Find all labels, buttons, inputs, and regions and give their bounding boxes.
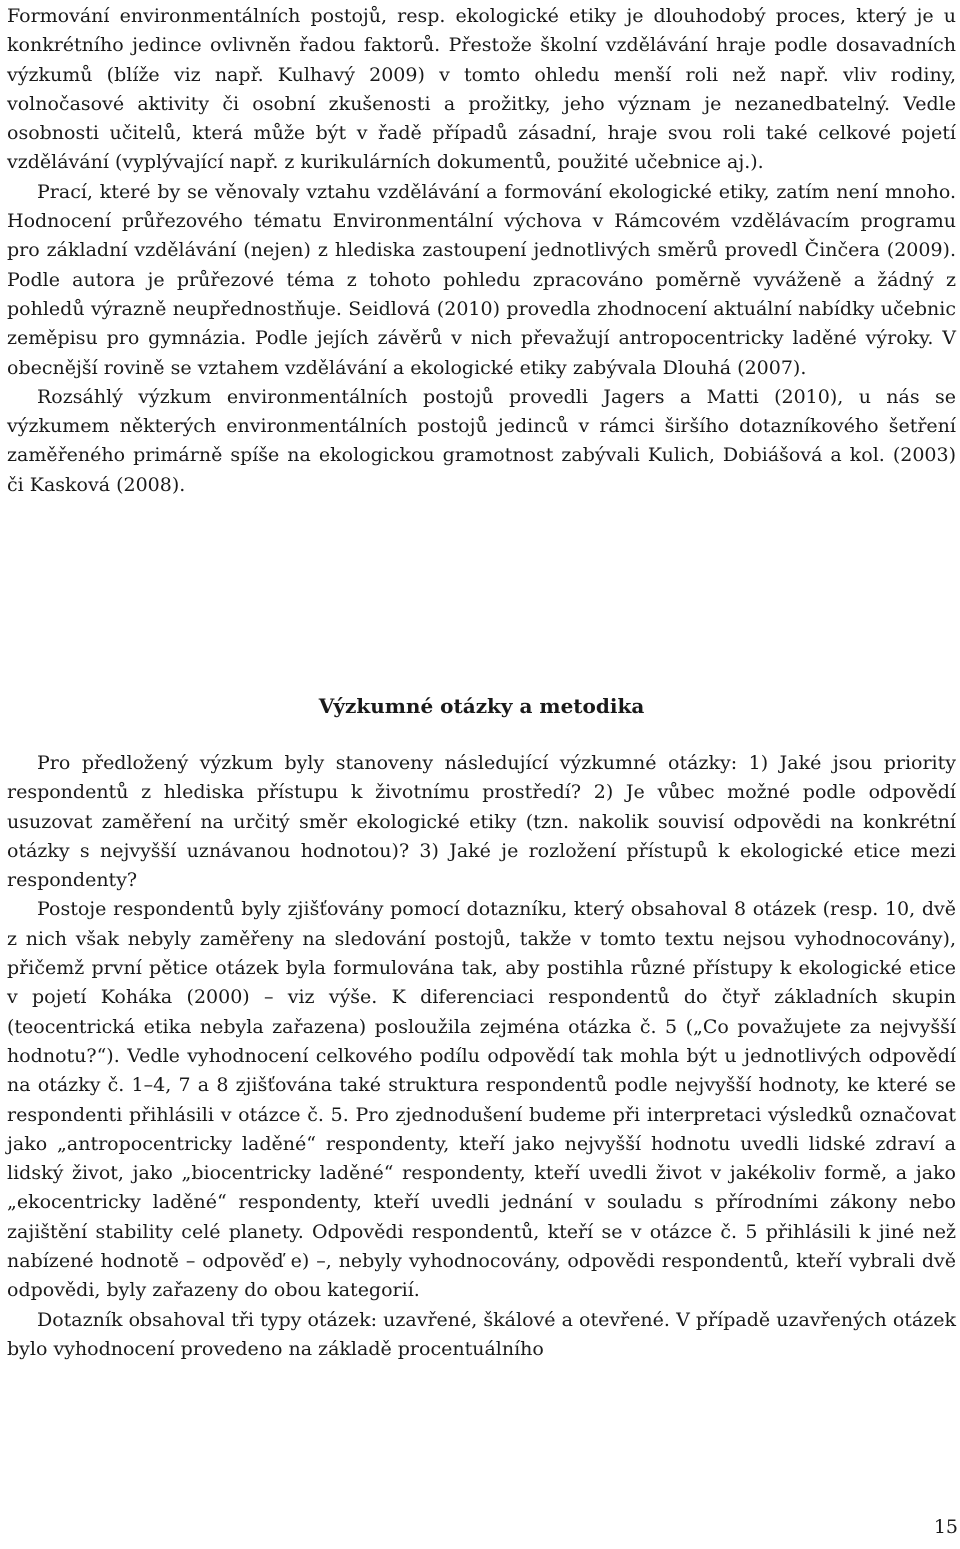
paragraph: Prací, které by se věnovaly vztahu vzdělávání a formování ekologické etiky, zatím není mnoho. Hodnocení průřezového tématu Environmentální výchova v Rámcovém vzdělávacím programu pro základní vzdělávání (nejen) z hlediska zastoupení jednotlivých směrů provedl Činčera (2009). Podle autora je průřezové téma z tohoto pohledu zpracováno poměrně vyváženě a žádný z pohledů výrazně neupřednostňuje. Seidlová (2010) provedla zhodnocení aktuální nabídky učebnic zeměpisu pro gymnázia. Podle jejích závěrů v nich převažují antropocentricky laděné výroky. V obecnější rovině se vztahem vzdělávání a ekologické etiky zabývala Dlouhá (2007). (7, 180, 956, 379)
paragraph: Pro předložený výzkum byly stanoveny následující výzkumné otázky: 1) Jaké jsou priority respondentů z hlediska přístupu k životnímu prostředí? 2) Je vůbec možné podle odpovědí usuzovat zaměření na určitý směr ekologické etiky (tzn. nakolik souvisí odpovědi na konkrétní otázky s nejvyšší uznávanou hodnotou)? 3) Jaké je rozložení přístupů k ekologické etice mezi respondenty? (7, 752, 956, 892)
methodology-text (7, 749, 956, 1364)
paragraph: Postoje respondentů byly zjišťovány pomocí dotazníku, který obsahoval 8 otázek (resp. 10, dvě z nich však nebyly zaměřeny na sledování postojů, takže v tomto textu nejsou vyhodnocovány), přičemž první pětice otázek byla formulována tak, aby postihla různé přístupy k ekologické etice v pojetí Koháka (2000) – viz výše. K diferenciaci respondentů do čtyř základních skupin (teocentrická etika nebyla zařazena) posloužila zejména otázka č. 5 („Co považujete za nejvyšší hodnotu?“). Vedle vyhodnocení celkového podílu odpovědí tak mohla být u jednotlivých odpovědí na otázky č. 1–4, 7 a 8 zjišťována také struktura respondentů podle nejvyšší hodnoty, ke které se respondenti přihlásili v otázce č. 5. Pro zjednodušení budeme při interpretaci výsledků označovat jako „antropocentricky laděné“ respondenty, kteří jako nejvyšší hodnotu uvedli lidské zdraví a lidský život, jako „biocentricky laděné“ respondenty, kteří uvedli život v jakékoliv formě, a jako „ekocentricky laděné“ respondenty, kteří uvedli jednání v souladu s přírodními zákony nebo zajištění stability celé planety. Odpovědi respondentů, kteří se v otázce č. 5 přihlásili k jiné než nabízené hodnotě – odpověď e) –, nebyly vyhodnocovány, odpovědi respondentů, kteří vybrali dvě odpovědi, byly zařazeny do obou kategorií. (7, 898, 956, 1302)
paragraph: Rozsáhlý výzkum environmentálních postojů provedli Jagers a Matti (2010), u nás se výzkumem některých environmentálních postojů jedinců v rámci širšího dotazníkového šetření zaměřeného primárně spíše na ekologickou gramotnost zabývali Kulich, Dobiášová a kol. (2003) či Kasková (2008). (7, 385, 956, 496)
intro-text (7, 0, 956, 500)
section-heading: Výzkumné otázky a metodika (318, 694, 645, 718)
page-number: 15 (933, 1516, 958, 1538)
paragraph: Dotazník obsahoval tři typy otázek: uzavřené, škálové a otevřené. V případě uzavřených otázek bylo vyhodnocení provedeno na základě procentuálního (7, 1308, 956, 1360)
paragraph: Formování environmentálních postojů, resp. ekologické etiky je dlouhodobý proces, který je u konkrétního jedince ovlivněn řadou faktorů. Přestože školní vzdělávání hraje podle dosavadních výzkumů (blíže viz např. Kulhavý 2009) v tomto ohledu menší roli než např. vliv rodiny, volnočasové aktivity či osobní zkušenosti a prožitky, jeho význam je nezanedbatelný. Vedle osobnosti učitelů, která může být v řadě případů zásadní, hraje svou roli také celkové pojetí vzdělávání (vyplývající např. z kurikulárních dokumentů, použité učebnice aj.). (7, 5, 956, 174)
page (7, 0, 956, 1360)
